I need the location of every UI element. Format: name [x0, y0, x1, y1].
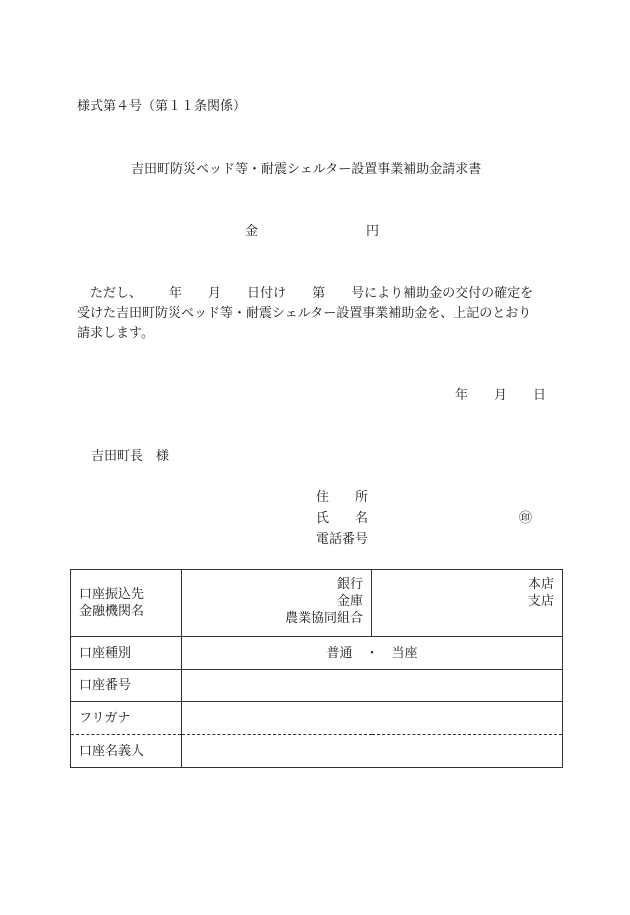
amount-suffix: 円	[366, 224, 380, 239]
institution-type-cell[interactable]	[182, 570, 372, 637]
body-line-3: 請求します。	[77, 326, 154, 341]
body-line-2: 受けた吉田町防災ベッド等・耐震シェルター設置事業補助金を、上記のとおり	[77, 306, 532, 321]
agri-coop-text: 農業協同組合	[284, 611, 363, 626]
head-office-text: 本店	[527, 577, 554, 592]
phone-label: 電話番号	[316, 532, 369, 547]
institution-label-cell	[71, 570, 182, 637]
seal-mark: ㊞	[519, 511, 533, 526]
account-holder-label: 口座名義人	[71, 735, 182, 768]
body-line-1	[90, 286, 533, 302]
account-type-label: 口座種別	[71, 637, 182, 670]
body-dated: 日付け	[247, 286, 287, 301]
form-number: 様式第４号（第１１条関係）	[77, 99, 247, 114]
bank-account-table	[70, 569, 563, 768]
address-label: 住 所	[316, 490, 369, 505]
account-holder-field[interactable]	[182, 735, 563, 768]
account-number-field[interactable]	[182, 670, 563, 702]
body-month: 月	[208, 286, 222, 301]
date-line	[455, 388, 546, 404]
branch-text: 支店	[527, 594, 554, 609]
account-holder-row	[71, 735, 563, 768]
institution-label-1: 口座振込先	[79, 587, 145, 602]
date-month: 月	[494, 388, 508, 403]
institution-row	[71, 570, 563, 637]
amount-prefix: 金	[245, 224, 259, 239]
furigana-row	[71, 702, 563, 735]
furigana-field[interactable]	[182, 702, 563, 735]
account-type-row	[71, 637, 563, 670]
institution-label-2: 金融機関名	[79, 604, 145, 619]
bank-text: 銀行	[336, 577, 363, 592]
date-day: 日	[533, 388, 547, 403]
account-number-label: 口座番号	[71, 670, 182, 702]
furigana-label: フリガナ	[71, 702, 182, 735]
body-year: 年	[169, 286, 183, 301]
name-label: 氏 名	[316, 511, 369, 526]
document-title: 吉田町防災ベッド等・耐震シェルター設置事業補助金請求書	[131, 162, 482, 177]
account-type-options[interactable]: 普通 ・ 当座	[182, 637, 563, 670]
shinkin-text: 金庫	[336, 594, 363, 609]
body-line1-end: 号により補助金の交付の確定を	[351, 286, 534, 301]
body-no-prefix: 第	[312, 286, 326, 301]
date-year: 年	[455, 388, 469, 403]
branch-cell[interactable]	[372, 570, 563, 637]
account-number-row	[71, 670, 563, 702]
addressee: 吉田町長 様	[91, 449, 170, 464]
body-intro: ただし、	[90, 286, 143, 301]
